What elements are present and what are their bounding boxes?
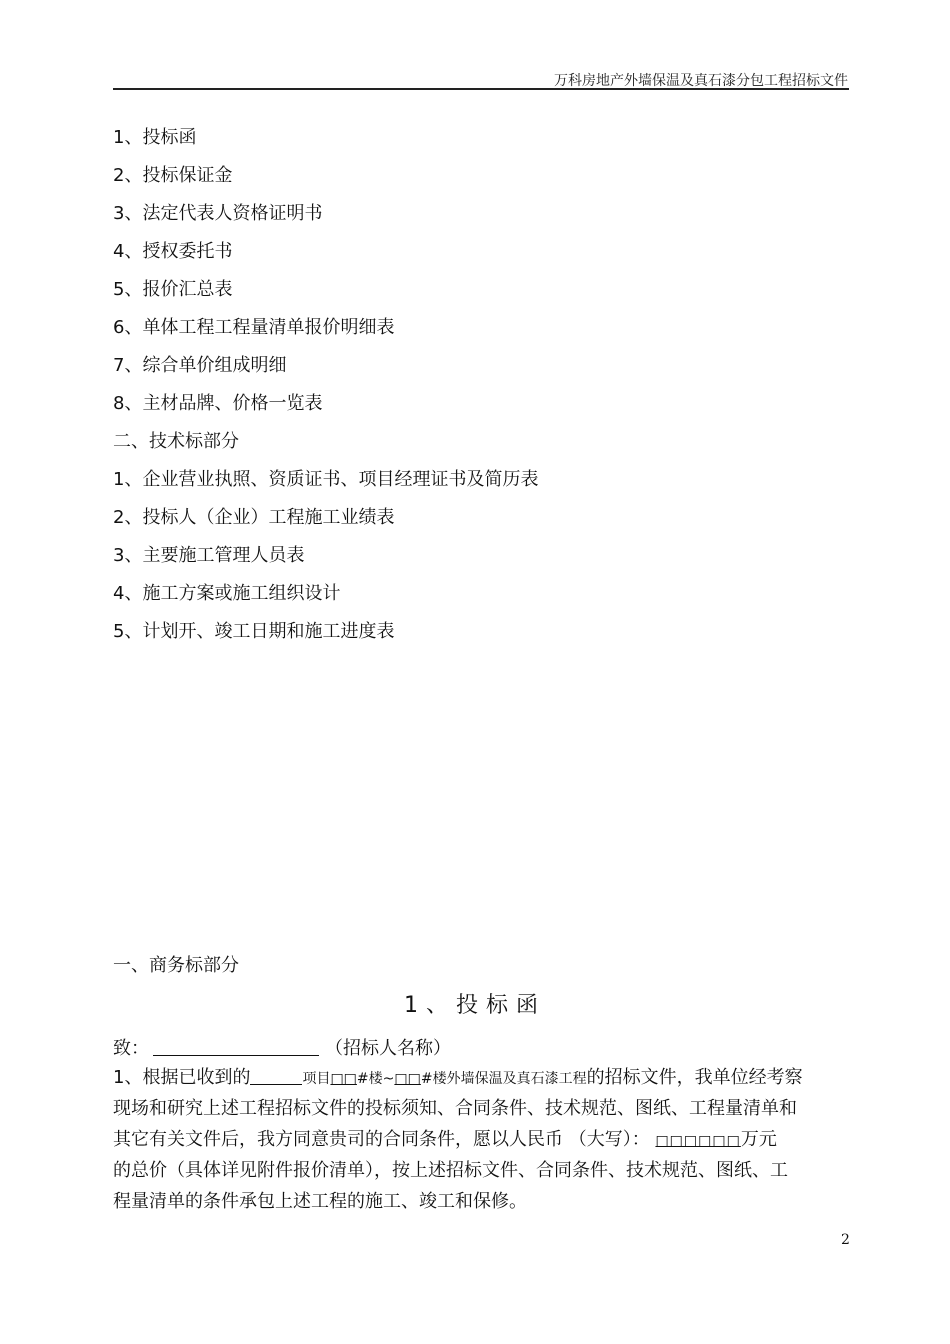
toc-item: 4、施工方案或施工组织设计 [113, 583, 341, 604]
body-text: 的总价（具体详见附件报价清单），按上述招标文件、合同条件、技术规范、图纸、工 [113, 1160, 788, 1181]
body-text: 其它有关文件后，我方同意贵司的合同条件，愿以人民币 （大写）： [113, 1129, 650, 1150]
table-of-contents [113, 124, 538, 656]
toc-item: 1、企业营业执照、资质证书、项目经理证书及简历表 [113, 469, 539, 490]
form-title: 1、投标函 [404, 993, 546, 1018]
body-line [113, 1126, 851, 1157]
toc-item: 5、报价汇总表 [113, 279, 233, 300]
toc-item: 7、综合单价组成明细 [113, 355, 287, 376]
body-line [113, 1064, 851, 1095]
page-header-title: 万科房地产外墙保温及真石漆分包工程招标文件 [554, 73, 848, 89]
addressee-prefix: 致： [113, 1038, 149, 1059]
letter-body [113, 1064, 851, 1219]
body-text: 1、根据已收到的 [113, 1067, 251, 1088]
toc-item: 5、计划开、竣工日期和施工进度表 [113, 621, 395, 642]
toc-item: 3、主要施工管理人员表 [113, 545, 305, 566]
body-line [113, 1188, 851, 1219]
body-text: 现场和研究上述工程招标文件的投标须知、合同条件、技术规范、图纸、工程量清单和 [113, 1098, 797, 1119]
building-placeholder: □□ [330, 1071, 357, 1087]
body-line [113, 1157, 851, 1188]
project-name: #楼外墙保温及真石漆工程 [420, 1071, 587, 1087]
toc-item: 1、投标函 [113, 127, 197, 148]
toc-item: 8、主材品牌、价格一览表 [113, 393, 323, 414]
body-text: 万元 [740, 1129, 777, 1150]
addressee-suffix: （招标人名称） [325, 1038, 451, 1059]
toc-item: 2、投标保证金 [113, 165, 233, 186]
page-number: 2 [841, 1232, 850, 1248]
addressee-blank [153, 1037, 319, 1056]
amount-placeholder: □□□□□□ [655, 1133, 741, 1149]
header-rule [113, 88, 849, 90]
toc-item: 2、投标人（企业）工程施工业绩表 [113, 507, 395, 528]
project-blank [250, 1066, 302, 1085]
section-heading-commercial: 一、商务标部分 [113, 955, 239, 976]
body-text: 的招标文件，我单位经考察 [586, 1067, 803, 1088]
toc-item: 3、法定代表人资格证明书 [113, 203, 323, 224]
body-line [113, 1095, 851, 1126]
toc-item: 6、单体工程工程量清单报价明细表 [113, 317, 395, 338]
body-text: 程量清单的条件承包上述工程的施工、竣工和保修。 [113, 1191, 527, 1212]
building-placeholder: □□ [394, 1071, 421, 1087]
project-label: 项目 [302, 1071, 331, 1087]
body-text: #楼~ [356, 1071, 395, 1087]
addressee-line [113, 1035, 451, 1063]
toc-section-technical: 二、技术标部分 [113, 431, 239, 452]
toc-item: 4、授权委托书 [113, 241, 233, 262]
